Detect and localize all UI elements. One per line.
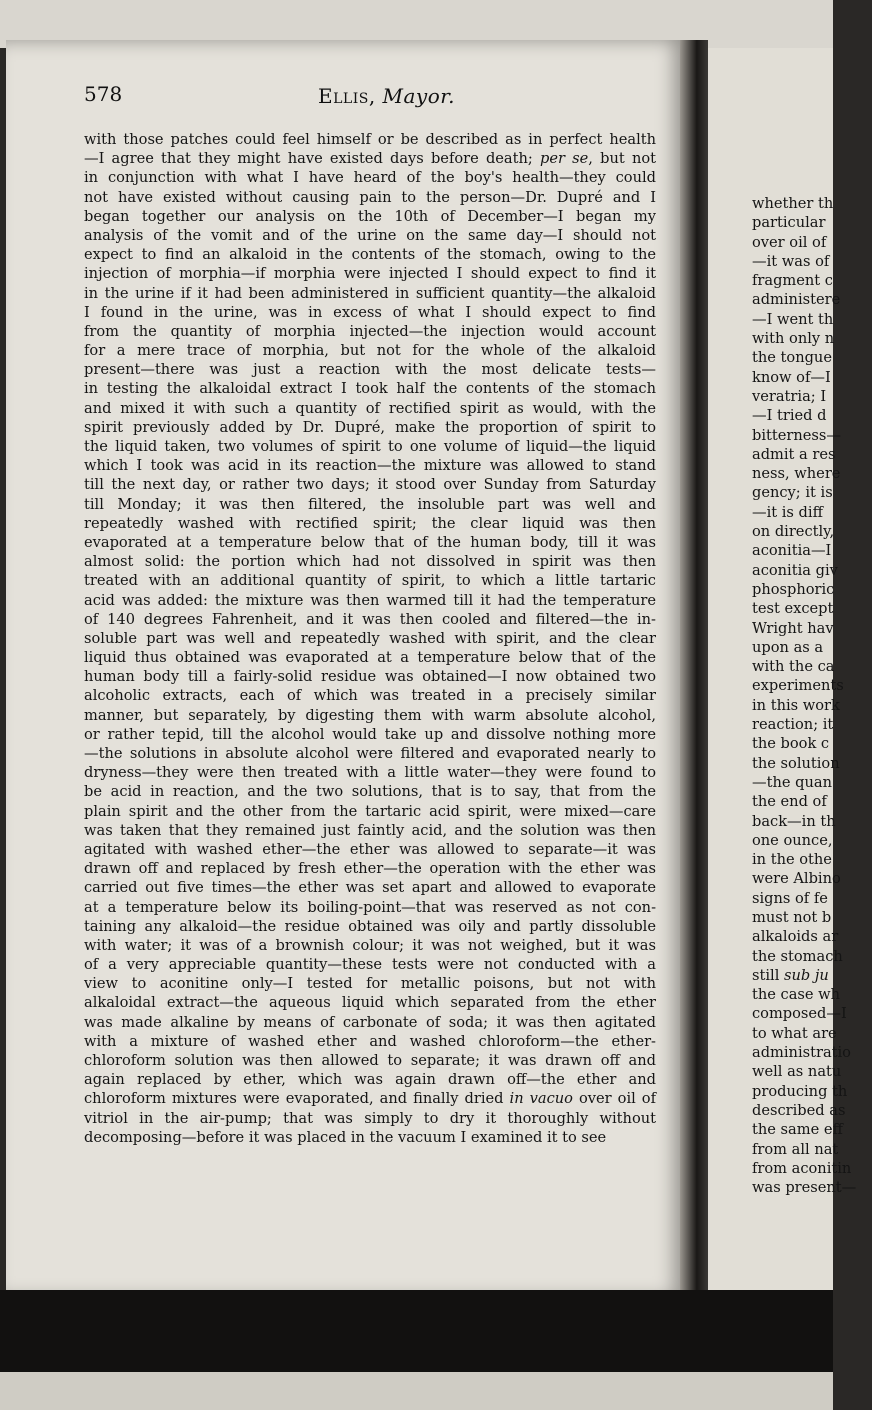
text-line: dryness—they were then treated with a little water—they were found to bbox=[84, 764, 656, 782]
text-line: again replaced by ether, which was again drawn off—the ether and bbox=[84, 1071, 656, 1089]
text-line: view to aconitine only—I tested for metallic poisons, but not with bbox=[84, 975, 656, 993]
book-bottom-edge bbox=[0, 1372, 833, 1410]
facing-text-line: veratria; I bbox=[752, 387, 827, 405]
facing-text-line: the stomach bbox=[752, 947, 843, 965]
text-line: of a very appreciable quantity—these tests were not conducted with a bbox=[84, 956, 656, 974]
text-line: the liquid taken, two volumes of spirit to one volume of liquid—the liquid bbox=[84, 438, 656, 455]
facing-text-line: whether th bbox=[752, 195, 834, 212]
text-line: in testing the alkaloidal extract I took half the contents of the stomach bbox=[84, 380, 656, 398]
text-line: at a temperature below its boiling-point—that was reserved as not con- bbox=[84, 898, 656, 916]
facing-text-line: bitterness— bbox=[752, 426, 841, 444]
text-line: spirit previously added by Dr. Dupré, make the proportion of spirit to bbox=[84, 418, 656, 436]
text-line: with water; it was of a brownish colour; it was not weighed, but it was bbox=[84, 936, 656, 954]
text-line: analysis of the vomit and of the urine on the same day—I should not bbox=[84, 226, 656, 244]
running-head: Ellis, Mayor. bbox=[318, 84, 455, 108]
text-line: be acid in reaction, and the two solutions, that is to say, that from the bbox=[84, 783, 656, 801]
facing-text-line: admit a res bbox=[752, 445, 836, 463]
facing-text-line: to what are bbox=[752, 1024, 837, 1042]
text-line: from the quantity of morphia injected—the injection would account bbox=[84, 322, 656, 340]
text-line: not have existed without causing pain to the person—Dr. Dupré and I bbox=[84, 188, 656, 206]
text-line: liquid thus obtained was evaporated at a temperature below that of the bbox=[84, 649, 656, 667]
text-line: was taken that they remained just faintly acid, and the solution was then bbox=[84, 821, 656, 839]
facing-text-line: in the othe bbox=[752, 851, 832, 869]
facing-text-line: know of—I bbox=[752, 368, 831, 386]
text-line: chloroform mixtures were evaporated, and finally dried in vacuo over oil of bbox=[84, 1090, 656, 1108]
text-line: treated with an additional quantity of spirit, to which a little tartaric bbox=[84, 572, 656, 590]
text-line: with a mixture of washed ether and washed chloroform—the ether- bbox=[84, 1032, 656, 1050]
facing-text-line: from aconitin bbox=[752, 1159, 852, 1177]
text-line: taining any alkaloid—the residue obtained was oily and partly dissoluble bbox=[84, 917, 656, 935]
facing-text-line: —it is diff bbox=[752, 503, 823, 521]
text-line: or rather tepid, till the alcohol would take up and dissolve nothing more bbox=[84, 725, 656, 743]
facing-text-line: the end of bbox=[752, 793, 827, 811]
body-text bbox=[84, 130, 656, 1147]
facing-text-line: over oil of bbox=[752, 233, 827, 251]
facing-text-line: composed—I bbox=[752, 1005, 847, 1023]
facing-text-line: —I tried d bbox=[752, 407, 827, 425]
text-line: evaporated at a temperature below that of the human body, till it was bbox=[84, 533, 656, 551]
text-line: in conjunction with what I have heard of the boy's health—they could bbox=[84, 169, 656, 187]
facing-text-line: the same eff bbox=[752, 1121, 843, 1139]
facing-text-line: gency; it is bbox=[752, 484, 833, 502]
facing-text-line: with the ca bbox=[752, 658, 835, 676]
facing-text-line: experiments bbox=[752, 677, 844, 695]
text-line: —the solutions in absolute alcohol were filtered and evaporated nearly to bbox=[84, 745, 656, 762]
text-line: carried out five times—the ether was set apart and allowed to evaporate bbox=[84, 879, 656, 897]
facing-text-line: were Albino bbox=[752, 870, 841, 888]
text-line: and mixed it with such a quantity of rectified spirit as would, with the bbox=[84, 399, 656, 417]
facing-page-text bbox=[752, 194, 872, 1197]
facing-text-line: test except bbox=[752, 600, 834, 618]
text-line: vitriol in the air-pump; that was simply to dry it thoroughly without bbox=[84, 1109, 656, 1127]
facing-text-line: signs of fe bbox=[752, 889, 828, 907]
facing-text-line: still sub ju bbox=[752, 966, 829, 984]
facing-text-line: particular bbox=[752, 214, 826, 232]
text-line: with those patches could feel himself or be described as in perfect health bbox=[84, 131, 656, 148]
facing-text-line: —I went th bbox=[752, 310, 834, 328]
text-line: for a mere trace of morphia, but not for the whole of the alkaloid bbox=[84, 342, 656, 360]
text-line: drawn off and replaced by fresh ether—the operation with the ether was bbox=[84, 860, 656, 878]
facing-text-line: was present— bbox=[752, 1179, 857, 1197]
text-line: till Monday; it was then filtered, the insoluble part was well and bbox=[84, 495, 656, 513]
facing-text-line: on directly, bbox=[752, 523, 835, 541]
facing-text-line: the tongue bbox=[752, 349, 832, 367]
text-line: agitated with washed ether—the ether was allowed to separate—it was bbox=[84, 840, 656, 858]
text-line: alkaloidal extract—the aqueous liquid which separated from the ether bbox=[84, 994, 656, 1012]
text-line: began together our analysis on the 10th of December—I began my bbox=[84, 207, 656, 225]
facing-text-line: described as bbox=[752, 1101, 846, 1119]
facing-text-line: the book c bbox=[752, 735, 830, 753]
facing-text-line: must not b bbox=[752, 908, 832, 926]
text-line: soluble part was well and repeatedly washed with spirit, and the clear bbox=[84, 629, 656, 647]
facing-text-line: administere bbox=[752, 291, 841, 309]
facing-text-line: from all nat bbox=[752, 1140, 839, 1158]
text-line: almost solid: the portion which had not dissolved in spirit was then bbox=[84, 553, 656, 571]
page-number: 578 bbox=[84, 82, 123, 106]
text-line: chloroform solution was then allowed to separate; it was drawn off and bbox=[84, 1052, 656, 1069]
facing-text-line: reaction; it bbox=[752, 716, 834, 734]
facing-page bbox=[708, 48, 857, 1300]
text-line: injection of morphia—if morphia were injected I should expect to find it bbox=[84, 265, 656, 283]
facing-text-line: administratio bbox=[752, 1044, 851, 1062]
text-line: which I took was acid in its reaction—the mixture was allowed to stand bbox=[84, 457, 656, 475]
facing-text-line: fragment c bbox=[752, 272, 833, 290]
facing-text-line: aconitia—I bbox=[752, 542, 832, 560]
facing-text-line: aconitia giv bbox=[752, 561, 838, 579]
facing-text-line: upon as a bbox=[752, 638, 824, 656]
facing-text-line: phosphoric bbox=[752, 580, 835, 598]
facing-text-line: back—in th bbox=[752, 812, 836, 830]
text-line: human body till a fairly-solid residue was obtained—I now obtained two bbox=[84, 668, 656, 686]
text-line: of 140 degrees Fahrenheit, and it was then cooled and filtered—the in- bbox=[84, 610, 656, 628]
facing-text-line: with only n bbox=[752, 330, 835, 348]
book-gutter bbox=[680, 40, 708, 1298]
text-line: I found in the urine, was in excess of what I should expect to find bbox=[84, 303, 656, 321]
text-line: decomposing—before it was placed in the vacuum I examined it to see bbox=[84, 1128, 607, 1146]
text-line: was made alkaline by means of carbonate of soda; it was then agitated bbox=[84, 1013, 656, 1031]
facing-text-line: the solution bbox=[752, 754, 840, 772]
facing-text-line: —the quan bbox=[752, 773, 832, 791]
facing-text-line: the case wh bbox=[752, 986, 841, 1004]
text-line: plain spirit and the other from the tartaric acid spirit, were mixed—care bbox=[84, 802, 656, 820]
text-line: till the next day, or rather two days; it stood over Sunday from Saturday bbox=[84, 476, 656, 494]
text-line: —I agree that they might have existed days before death; per se, but not bbox=[84, 150, 656, 168]
facing-text-line: in this work bbox=[752, 696, 840, 714]
text-line: acid was added: the mixture was then warmed till it had the temperature bbox=[84, 591, 656, 609]
text-line: manner, but separately, by digesting them with warm absolute alcohol, bbox=[84, 706, 656, 724]
facing-text-line: Wright hav bbox=[752, 619, 834, 637]
facing-text-line: alkaloids ar bbox=[752, 928, 839, 946]
facing-text-line: one ounce, bbox=[752, 831, 833, 849]
text-line: present—there was just a reaction with the most delicate tests— bbox=[84, 361, 656, 379]
facing-text-line: ness, where bbox=[752, 465, 841, 483]
text-line: alcoholic extracts, each of which was treated in a precisely similar bbox=[84, 687, 656, 705]
facing-text-line: well as natu bbox=[752, 1063, 842, 1081]
text-line: in the urine if it had been administered in sufficient quantity—the alkaloid bbox=[84, 284, 656, 302]
facing-text-line: producing th bbox=[752, 1082, 848, 1100]
facing-text-line: —it was of bbox=[752, 252, 830, 270]
text-line: expect to find an alkaloid in the contents of the stomach, owing to the bbox=[84, 246, 656, 264]
page-shadow-band bbox=[0, 1290, 833, 1372]
text-line: repeatedly washed with rectified spirit; the clear liquid was then bbox=[84, 514, 656, 532]
